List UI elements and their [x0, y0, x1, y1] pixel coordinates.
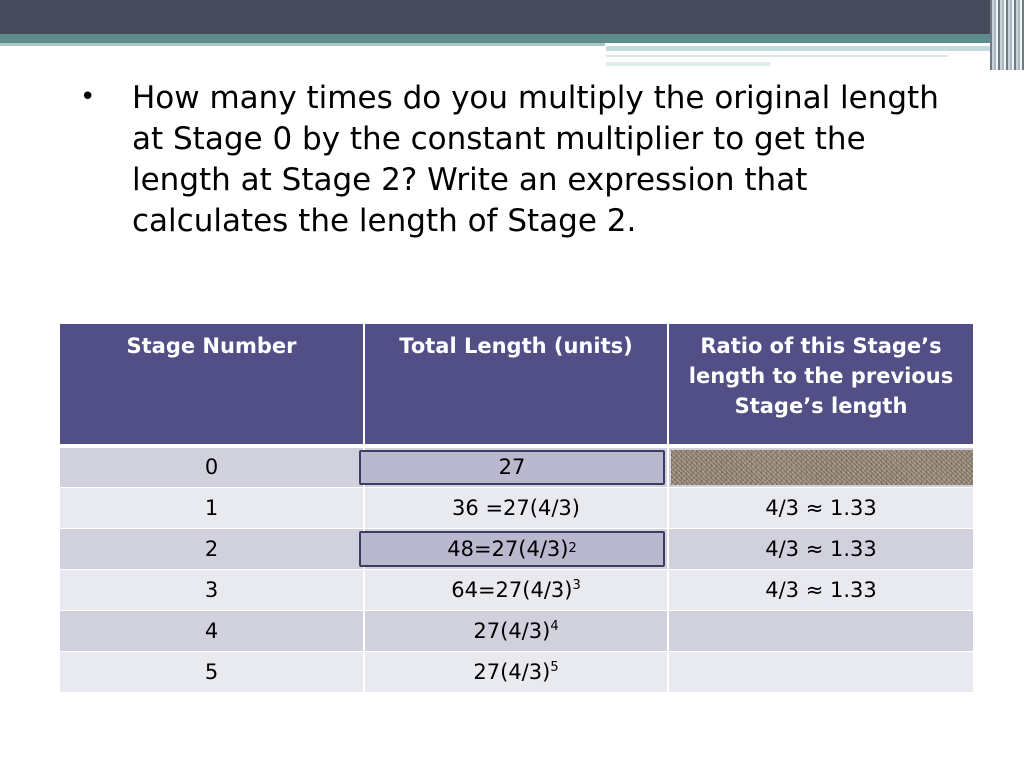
ratio-cell: 4/3 ≈ 1.33	[668, 487, 973, 528]
header-ratio: Ratio of this Stage’s length to the previous Stage’s length	[668, 324, 973, 446]
ratio-cell	[668, 610, 973, 651]
length-value: 27	[498, 455, 526, 480]
length-cell	[364, 528, 668, 569]
table-row	[60, 487, 973, 528]
ratio-cell: 4/3 ≈ 1.33	[668, 528, 973, 569]
length-value: 27(4/3)	[473, 618, 551, 643]
header-stage-number: Stage Number	[60, 324, 364, 446]
stage-table	[60, 324, 973, 693]
stage-cell: 3	[60, 569, 364, 610]
length-value: 27(4/3)	[473, 659, 551, 684]
highlight-box	[359, 450, 665, 485]
length-value: 36 =27(4/3)	[452, 495, 580, 520]
top-band	[0, 0, 1024, 34]
length-cell	[364, 569, 668, 610]
accent-line	[606, 46, 994, 51]
table-row	[60, 610, 973, 651]
hidden-answer-texture	[671, 450, 973, 485]
ratio-cell	[668, 651, 973, 692]
question-bullet	[80, 78, 960, 242]
accent-line	[606, 55, 948, 57]
teal-thin-line	[0, 43, 605, 46]
length-cell	[364, 446, 668, 487]
length-value: 48=27(4/3)	[447, 536, 569, 561]
question-text: How many times do you multiply the original length at Stage 0 by the constant multiplier to get the length at Stage 2? Write an expression that calculates the length of Stage 2.	[132, 80, 939, 239]
stage-cell: 0	[60, 446, 364, 487]
highlight-box: 48=27(4/3) 2	[359, 531, 665, 567]
teal-band	[0, 34, 990, 43]
table-row	[60, 651, 973, 692]
accent-line	[606, 62, 770, 66]
header-total-length: Total Length (units)	[364, 324, 668, 446]
length-exponent: 3	[572, 577, 581, 593]
table-row	[60, 569, 973, 610]
stage-cell: 1	[60, 487, 364, 528]
stage-cell: 4	[60, 610, 364, 651]
corner-stripes	[990, 0, 1024, 70]
stage-cell: 5	[60, 651, 364, 692]
bullet-icon: •	[80, 82, 96, 112]
stage-cell: 2	[60, 528, 364, 569]
length-value: 64=27(4/3)	[451, 577, 573, 602]
length-exponent: 5	[550, 659, 559, 675]
table-row	[60, 528, 973, 569]
table-row	[60, 446, 973, 487]
length-cell	[364, 610, 668, 651]
length-exponent: 4	[550, 618, 559, 634]
length-cell	[364, 651, 668, 692]
table-header-row	[60, 324, 973, 446]
ratio-cell: 4/3 ≈ 1.33	[668, 569, 973, 610]
length-cell	[364, 487, 668, 528]
ratio-cell	[668, 446, 973, 487]
